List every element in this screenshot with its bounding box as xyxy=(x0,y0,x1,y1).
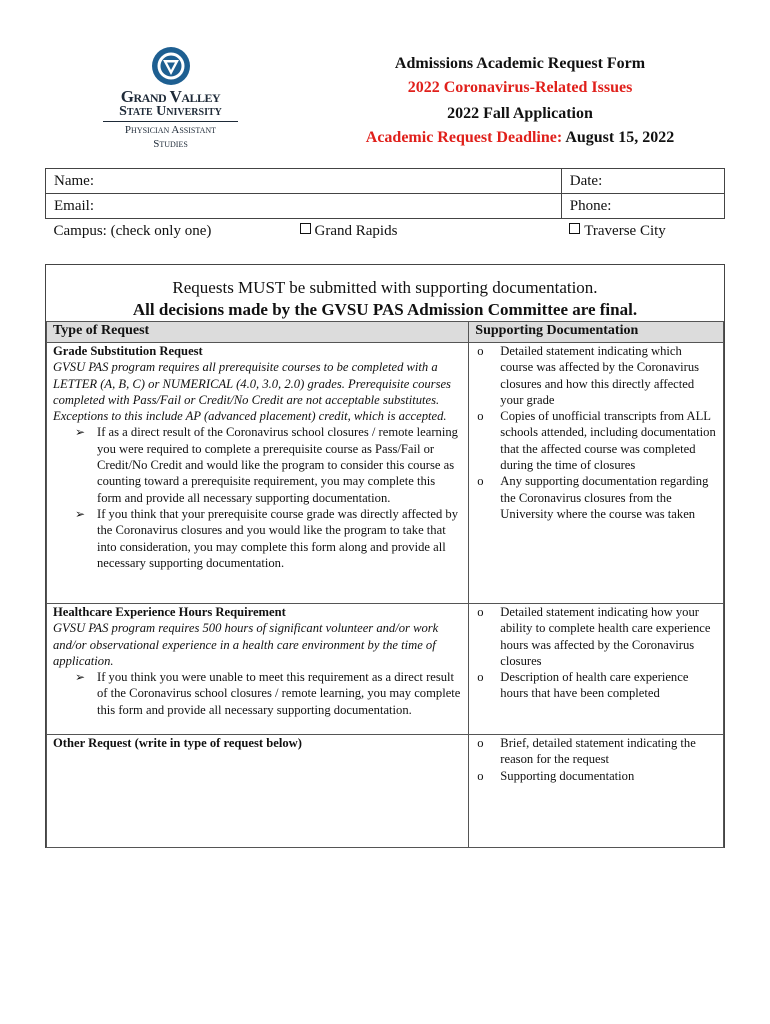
request-cell xyxy=(47,604,469,735)
request-description: GVSU PAS program requires all prerequisite courses to be completed with a LETTER (A, B, C) or NUMERICAL (4.0, 3.0, 2.0) grades. Prerequisite courses completed with Pass/Fail or Credit/No Credit are not acceptable substitutes. Exceptions to this include AP (advanced placement) credit, which is accepted. xyxy=(53,360,451,424)
email-field[interactable] xyxy=(46,194,562,219)
logo-line-3a: Physician Assistant xyxy=(124,124,217,136)
request-title: Healthcare Experience Hours Requirement xyxy=(53,605,286,619)
table-row xyxy=(47,735,724,848)
logo-line-2: State University xyxy=(103,105,238,122)
checkbox-icon[interactable] xyxy=(569,223,580,234)
list-item: o Brief, detailed statement indicating the reason for the request xyxy=(475,735,717,768)
deadline-label: Academic Request Deadline: xyxy=(365,129,563,146)
campus-option-traverse-city[interactable] xyxy=(561,219,724,244)
table-row xyxy=(47,604,724,735)
request-cell xyxy=(47,343,469,604)
request-table xyxy=(46,321,724,848)
request-cell[interactable] xyxy=(47,735,469,848)
notice-line-1: Requests MUST be submitted with supporting documentation. xyxy=(172,278,598,297)
date-label: Date: xyxy=(569,172,603,189)
request-section xyxy=(45,264,725,848)
logo-line-3b: Studies xyxy=(153,138,188,150)
form-header xyxy=(320,52,720,150)
gvsu-seal-icon xyxy=(151,46,191,86)
notice xyxy=(46,265,724,321)
campus-option-grand-rapids[interactable] xyxy=(292,219,562,244)
request-title: Other Request (write in type of request below) xyxy=(53,736,302,750)
documentation-cell xyxy=(469,735,724,848)
list-item: o Supporting documentation xyxy=(475,768,717,784)
table-row xyxy=(47,343,724,604)
form-title: Admissions Academic Request Form xyxy=(394,55,646,72)
request-description: GVSU PAS program requires 500 hours of significant volunteer and/or work and/or observational experience in a health care environment by the time of application. xyxy=(53,621,439,668)
form-subtitle: 2022 Coronavirus-Related Issues xyxy=(407,79,633,96)
request-title: Grade Substitution Request xyxy=(53,344,203,358)
gvsu-logo xyxy=(103,46,238,150)
name-field[interactable] xyxy=(46,169,562,194)
deadline-date: August 15, 2022 xyxy=(565,129,675,146)
documentation-cell xyxy=(469,343,724,604)
list-item: o Description of health care experience hours that have been completed xyxy=(475,669,717,702)
documentation-cell xyxy=(469,604,724,735)
list-item: o Any supporting documentation regarding the Coronavirus closures from the University where the course was taken xyxy=(475,473,717,522)
campus-label: Campus: (check only one) xyxy=(53,222,212,239)
application-cycle: 2022 Fall Application xyxy=(447,105,593,122)
list-item: o Detailed statement indicating how your ability to complete health care experience hours was affected by the Coronavirus closures xyxy=(475,604,717,669)
deadline-line xyxy=(320,126,720,150)
list-item: o Copies of unofficial transcripts from ALL schools attended, including documentation that the affected course was completed during the time of closures xyxy=(475,408,717,473)
campus-opt2-label: Traverse City xyxy=(584,222,666,239)
list-item: ➢ If as a direct result of the Coronavirus school closures / remote learning you were required to complete a prerequisite course as Pass/Fail or Credit/No Credit and would like the program to consider this course as counting toward a prerequisite requirement, you may complete this form and provide all necessary supporting documentation. xyxy=(53,424,462,505)
notice-line-2: All decisions made by the GVSU PAS Admission Committee are final. xyxy=(132,300,638,319)
logo-line-1: Grand Valley xyxy=(120,87,221,106)
phone-field[interactable] xyxy=(561,194,724,219)
email-label: Email: xyxy=(54,197,94,214)
list-item: ➢ If you think you were unable to meet this requirement as a direct result of the Coronavirus school closures / remote learning, you may complete this form and provide all necessary supporting documentation. xyxy=(53,669,462,718)
col-supporting-documentation: Supporting Documentation xyxy=(469,322,724,343)
checkbox-icon[interactable] xyxy=(300,223,311,234)
name-label: Name: xyxy=(54,172,94,189)
phone-label: Phone: xyxy=(569,197,612,214)
list-item: ➢ If you think that your prerequisite course grade was directly affected by the Coronavirus closures and you would like the program to take that into consideration, you may complete this form along and provide all necessary supporting documentation. xyxy=(53,506,462,571)
col-type-of-request: Type of Request xyxy=(47,322,469,343)
date-field[interactable] xyxy=(561,169,724,194)
campus-opt1-label: Grand Rapids xyxy=(314,222,398,239)
list-item: o Detailed statement indicating which course was affected by the Coronavirus closures and how this directly affected your grade xyxy=(475,343,717,408)
applicant-info-table xyxy=(45,168,725,243)
